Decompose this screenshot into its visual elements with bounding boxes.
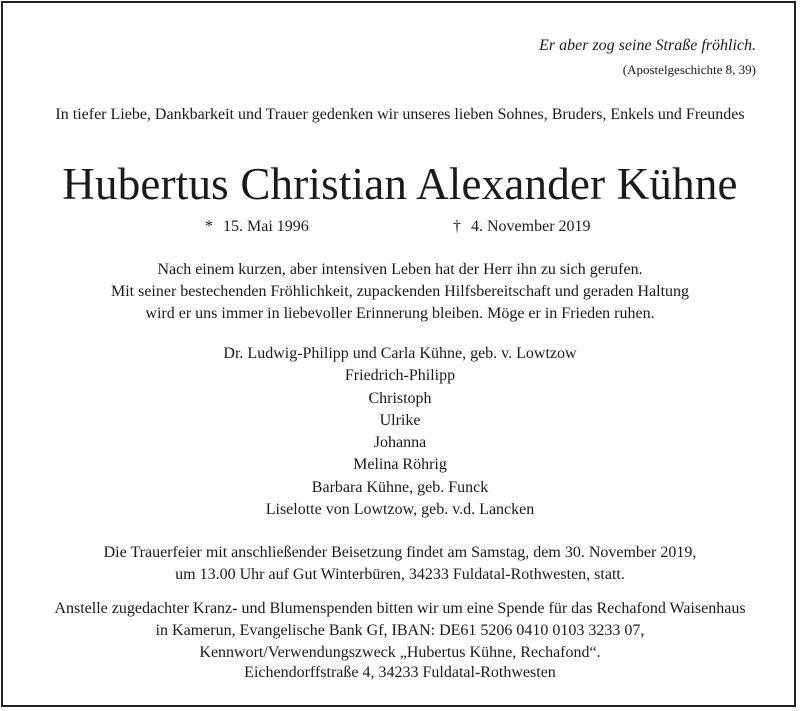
bible-verse-reference: (Apostelgeschichte 8, 39) [622,62,756,77]
mourners-list [0,343,800,521]
intro-text: In tiefer Liebe, Dankbarkeit und Trauer gedenken wir unseres lieben Sohnes, Bruders, Enkels und Freundes [55,106,745,123]
funeral-line: um 13.00 Uhr auf Gut Winterbüren, 34233 Fuldatal-Rothwesten, statt. [175,566,625,583]
death-date-line [453,218,591,236]
death-date: 4. November 2019 [471,218,591,235]
message-line: Mit seiner bestechenden Fröhlichkeit, zupackenden Hilfsbereitschaft und geraden Haltung [110,283,690,300]
funeral-details [0,542,800,586]
birth-date-line [205,218,309,236]
family-address: Eichendorffstraße 4, 34233 Fuldatal-Rothwesten [244,664,556,681]
mourner-name: Christoph [368,389,432,407]
bible-verse: Er aber zog seine Straße fröhlich. [539,37,756,54]
donation-request [0,598,800,664]
donation-line: Kennwort/Verwendungszweck „Hubertus Kühne, Rechafond“. [199,644,601,661]
funeral-line: Die Trauerfeier mit anschließender Beisetzung findet am Samstag, dem 30. November 2019, [103,544,697,561]
mourner-name: Dr. Ludwig-Philipp und Carla Kühne, geb. v. Lowtzow [223,345,577,362]
mourner-name: Barbara Kühne, geb. Funck [311,478,489,496]
mourner-name: Melina Röhrig [353,456,447,474]
mourner-name: Johanna [373,434,427,452]
birth-date: 15. Mai 1996 [223,218,309,235]
donation-line: in Kamerun, Evangelische Bank Gf, IBAN: DE61 5206 0410 0103 3233 07, [155,622,645,639]
deceased-name: Hubertus Christian Alexander Kühne [62,159,738,209]
mourner-name: Liselotte von Lowtzow, geb. v.d. Lancken [265,501,535,519]
donation-line: Anstelle zugedachter Kranz- und Blumenspenden bitten wir um eine Spende für das Rechafond Waisenhaus [54,600,746,617]
mourner-name: Friedrich-Philipp [344,367,456,385]
birth-symbol: * [205,218,213,235]
message-line: Nach einem kurzen, aber intensiven Leben hat der Herr ihn zu sich gerufen. [157,261,643,278]
death-symbol: † [453,218,461,235]
memorial-message [0,259,800,325]
message-line: wird er uns immer in liebevoller Erinnerung bleiben. Möge er in Frieden ruhen. [145,305,655,322]
mourner-name: Ulrike [379,411,421,429]
